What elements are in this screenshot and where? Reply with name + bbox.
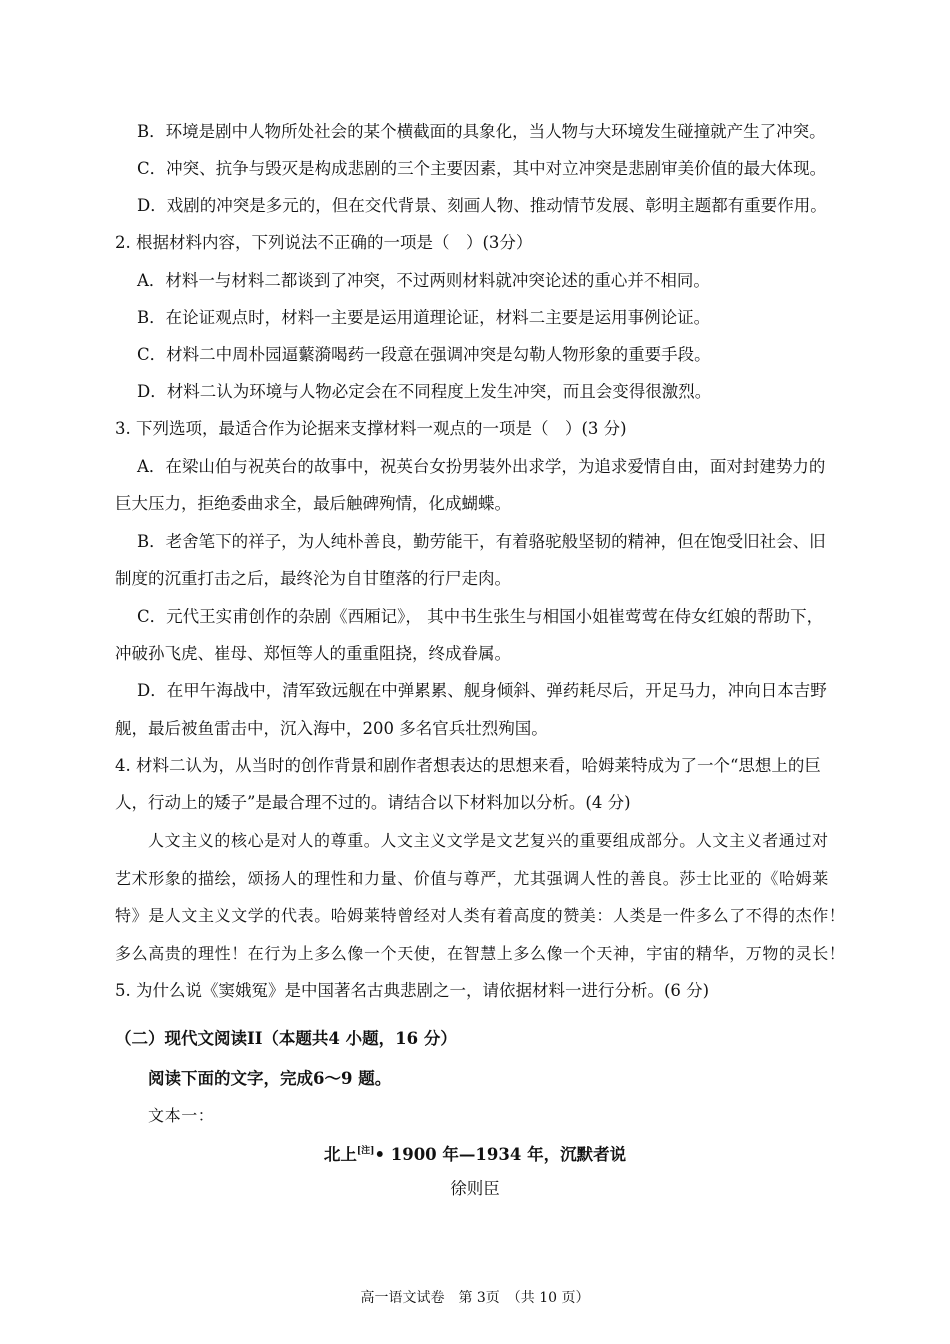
q3-option-c-line1: C．元代王实甫创作的杂剧《西厢记》， 其中书生张生与相国小姐崔莺莺在侍女红娘的帮助下， [137, 607, 824, 626]
q3-option-d-line2: 舰，最后被鱼雷击中，沉入海中，200 多名官兵壮烈殉国。 [115, 719, 548, 738]
q1-option-c: C．冲突、抗争与毁灭是构成悲剧的三个主要因素，其中对立冲突是悲剧审美价值的最大体现。 [137, 159, 827, 178]
article-title [0, 1140, 950, 1166]
q4-stem-line2: 人，行动上的矮子”是最合理不过的。请结合以下材料加以分析。(4 分) [115, 793, 631, 812]
section-heading: （二）现代文阅读II（本题共4 小题，16 分） [115, 1029, 457, 1048]
q4-stem-line1: 4. 材料二认为，从当时的创作背景和剧作者想表达的思想来看，哈姆莱特成为了一个“思想上的巨 [115, 756, 821, 775]
q2-stem: 2. 根据材料内容，下列说法不正确的一项是（ ）(3分） [115, 233, 533, 252]
q1-option-d: D．戏剧的冲突是多元的，但在交代背景、刻画人物、推动情节发展、彰明主题都有重要作用。 [137, 196, 827, 215]
q3-option-a-line1: A．在梁山伯与祝英台的故事中，祝英台女扮男装外出求学，为追求爱情自由，面对封建势力的 [137, 457, 826, 476]
q3-option-b-line2: 制度的沉重打击之后，最终沦为自甘堕落的行尸走肉。 [115, 569, 511, 588]
text-label: 文本一： [148, 1106, 215, 1125]
q3-option-d-line1: D．在甲午海战中，清军致远舰在中弹累累、舰身倾斜、弹药耗尽后，开足马力，冲向日本吉野 [137, 681, 827, 700]
q4-material-line1: 人文主义的核心是对人的尊重。人文主义文学是文艺复兴的重要组成部分。人文主义者通过对 [148, 831, 829, 850]
q2-option-a: A．材料一与材料二都谈到了冲突，不过两则材料就冲突论述的重心并不相同。 [137, 271, 710, 290]
q2-option-b: B．在论证观点时，材料一主要是运用道理论证，材料二主要是运用事例论证。 [137, 308, 711, 327]
q4-material-line3: 特》是人文主义文学的代表。哈姆莱特曾经对人类有着高度的赞美：人类是一件多么了不得的杰作！ [115, 906, 846, 925]
q3-option-b-line1: B．老舍笔下的祥子，为人纯朴善良，勤劳能干，有着骆驼般坚韧的精神，但在饱受旧社会、旧 [137, 532, 826, 551]
q3-stem: 3. 下列选项，最适合作为论据来支撑材料一观点的一项是（ ）(3 分) [115, 419, 627, 438]
section-instruction: 阅读下面的文字，完成6～9 题。 [148, 1069, 392, 1088]
q3-option-a-line2: 巨大压力，拒绝委曲求全，最后触碑殉情，化成蝴蝶。 [115, 494, 511, 513]
q4-material-line2: 艺术形象的描绘，颂扬人的理性和力量、价值与尊严，尤其强调人性的善良。莎士比亚的《哈姆莱 [115, 869, 829, 888]
article-title-main: 北上 [323, 1145, 357, 1164]
q5-stem: 5. 为什么说《窦娥冤》是中国著名古典悲剧之一，请依据材料一进行分析。(6 分) [115, 981, 710, 1000]
q1-option-b: B．环境是剧中人物所处社会的某个横截面的具象化，当人物与大环境发生碰撞就产生了冲突。 [137, 122, 826, 141]
q3-option-c-line2: 冲破孙飞虎、崔母、郑恒等人的重重阻挠，终成眷属。 [115, 644, 511, 663]
q2-option-c: C．材料二中周朴园逼蘩漪喝药一段意在强调冲突是勾勒人物形象的重要手段。 [137, 345, 711, 364]
article-title-sub: • 1900 年—1934 年，沉默者说 [374, 1145, 627, 1164]
q2-option-d: D．材料二认为环境与人物必定会在不同程度上发生冲突，而且会变得很激烈。 [137, 382, 712, 401]
article-author: 徐则臣 [450, 1179, 500, 1198]
q4-material-line4: 多么高贵的理性！在行为上多么像一个天使，在智慧上多么像一个天神，宇宙的精华，万物的灵长！ [115, 944, 846, 963]
page-footer: 高一语文试卷 第 3页 （共 10 页） [360, 1290, 590, 1306]
footnote-marker: [注] [356, 1146, 375, 1156]
